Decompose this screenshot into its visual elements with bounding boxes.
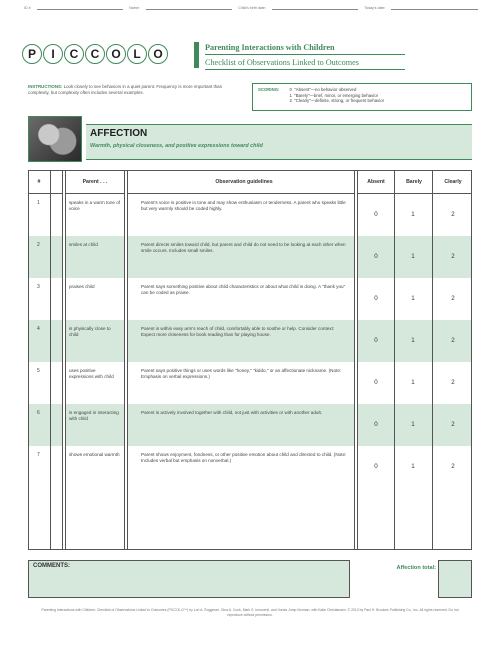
logo-letter: P bbox=[22, 44, 42, 64]
scoring-label: SCORING: bbox=[258, 87, 280, 92]
header-parent: Parent . . . bbox=[82, 179, 108, 185]
observation-guideline: Parent's voice is positive in tone and may show enthusiasm or tenderness. A parent who speaks little but very warmly should be coded highly. bbox=[141, 200, 346, 212]
score-barely[interactable]: 1 bbox=[411, 337, 415, 344]
score-absent[interactable]: 0 bbox=[374, 379, 378, 386]
name-field-label: Name: bbox=[129, 6, 140, 10]
score-clearly[interactable]: 2 bbox=[451, 295, 455, 302]
parent-behavior: shows emotional warmth bbox=[69, 452, 120, 457]
score-barely[interactable]: 1 bbox=[411, 421, 415, 428]
affection-total-box[interactable] bbox=[438, 560, 472, 598]
score-absent[interactable]: 0 bbox=[374, 295, 378, 302]
copyright-footer: Parenting Interactions with Children: Checklist of Observations Linked to Outcomes (PICCOLO™) by Lori A. Roggman, Gina A. Cook, Mark S. Innocenti, and Vonda Jump Norman, with Katie Christiansen. © 2013 by Paul H. Brookes Publishing Co., Inc. All rights reserved. Do not reproduce without permission. bbox=[41, 608, 459, 617]
observation-guideline: Parent directs smiles toward child, but parent and child do not need to be looking at each other when smile occurs. Includes small smiles. bbox=[141, 242, 346, 254]
score-barely[interactable]: 1 bbox=[411, 379, 415, 386]
observation-table bbox=[28, 170, 472, 550]
id-field-label: ID # bbox=[24, 6, 31, 10]
score-clearly[interactable]: 2 bbox=[451, 379, 455, 386]
header-absent: Absent bbox=[367, 179, 385, 185]
parent-behavior: is physically close to child bbox=[69, 326, 111, 338]
parent-behavior: is engaged in interacting with child bbox=[69, 410, 119, 422]
comments-box[interactable] bbox=[28, 560, 350, 598]
row-number: 7 bbox=[37, 452, 40, 458]
score-clearly[interactable]: 2 bbox=[451, 253, 455, 260]
row-number: 3 bbox=[37, 284, 40, 290]
logo-letter: O bbox=[106, 44, 126, 64]
instructions-block bbox=[28, 84, 238, 96]
table-border bbox=[28, 170, 472, 550]
instructions-text: Look closely to see behaviors in a quiet parent. Frequency is more important than complexity, but complexity often includes several examples. bbox=[28, 84, 223, 95]
scoring-item: 2 "Clearly"—definite, strong, or frequent behavior bbox=[289, 98, 385, 104]
subtitle-rule bbox=[205, 69, 405, 70]
header-barely: Barely bbox=[406, 179, 422, 185]
section-subtitle: Warmth, physical closeness, and positive expressions toward child bbox=[90, 143, 263, 149]
header-num: # bbox=[37, 179, 41, 185]
score-barely[interactable]: 1 bbox=[411, 295, 415, 302]
scoring-items bbox=[290, 87, 385, 107]
score-clearly[interactable]: 2 bbox=[451, 463, 455, 470]
row-number: 5 bbox=[37, 368, 40, 374]
score-absent[interactable]: 0 bbox=[374, 337, 378, 344]
section-title: AFFECTION bbox=[90, 128, 148, 139]
document-title: Parenting Interactions with Children bbox=[205, 43, 335, 52]
comments-label: COMMENTS: bbox=[33, 563, 70, 569]
score-absent[interactable]: 0 bbox=[374, 463, 378, 470]
logo-letter: C bbox=[64, 44, 84, 64]
score-barely[interactable]: 1 bbox=[411, 211, 415, 218]
title-accent-bar bbox=[194, 42, 199, 68]
observation-guideline: Parent shows enjoyment, fondness, or other positive emotion about child and directed to child. (Note: Includes verbal but emphasis on nonverbal.) bbox=[141, 452, 347, 464]
piccolo-logo bbox=[22, 44, 168, 64]
birthdate-field-blank[interactable] bbox=[272, 6, 359, 10]
observation-guideline: Parent says positive things or uses words like "honey," "kiddo," or an affectionate nickname. (Note: Emphasis on verbal expressions.) bbox=[141, 368, 342, 380]
logo-letter: O bbox=[148, 44, 168, 64]
score-barely[interactable]: 1 bbox=[411, 253, 415, 260]
observation-guideline: Parent is actively involved together with child, not just with activities or with another adult. bbox=[141, 410, 323, 415]
header-clearly: Clearly bbox=[444, 179, 462, 185]
logo-letter: L bbox=[127, 44, 147, 64]
row-number: 1 bbox=[37, 200, 40, 206]
score-absent[interactable]: 0 bbox=[374, 211, 378, 218]
score-clearly[interactable]: 2 bbox=[451, 337, 455, 344]
id-field-blank[interactable] bbox=[37, 6, 124, 10]
today-field-label: Today's date: bbox=[364, 6, 386, 10]
score-absent[interactable]: 0 bbox=[374, 421, 378, 428]
scoring-legend bbox=[252, 83, 472, 111]
observation-guideline: Parent is within easy arm's reach of child, comfortably able to soothe or help. Consider context: Expect more closeness for book reading than for playing house. bbox=[141, 326, 335, 338]
title-rule bbox=[205, 54, 405, 55]
score-clearly[interactable]: 2 bbox=[451, 211, 455, 218]
row-number: 4 bbox=[37, 326, 40, 332]
scoring-item: 1 "Barely"—brief, minor, or emerging behavior bbox=[289, 92, 379, 98]
top-info-line bbox=[24, 6, 478, 10]
parent-behavior: uses positive expressions with child bbox=[69, 368, 114, 380]
row-number: 2 bbox=[37, 242, 40, 248]
score-clearly[interactable]: 2 bbox=[451, 421, 455, 428]
row-number: 6 bbox=[37, 410, 40, 416]
observation-guideline: Parent says something positive about child characteristics or about what child is doing. A "thank you" can be coded as praise. bbox=[141, 284, 346, 296]
document-subtitle: Checklist of Observations Linked to Outcomes bbox=[205, 58, 359, 67]
logo-letter: I bbox=[43, 44, 63, 64]
header-guidelines: Observation guidelines bbox=[215, 179, 273, 185]
logo-letter: C bbox=[85, 44, 105, 64]
instructions-label: INSTRUCTIONS: bbox=[28, 84, 63, 89]
score-barely[interactable]: 1 bbox=[411, 463, 415, 470]
today-field-blank[interactable] bbox=[391, 6, 478, 10]
score-absent[interactable]: 0 bbox=[374, 253, 378, 260]
parent-child-photo bbox=[28, 116, 82, 162]
scoring-item: 0 "Absent"—no behavior observed bbox=[289, 87, 357, 92]
name-field-blank[interactable] bbox=[146, 6, 233, 10]
parent-behavior: praises child bbox=[69, 284, 95, 289]
affection-total-label: Affection total: bbox=[396, 565, 436, 571]
parent-behavior: smiles at child bbox=[69, 242, 98, 247]
parent-behavior: speaks in a warm tone of voice bbox=[69, 200, 121, 212]
birthdate-field-label: Child's birth date: bbox=[238, 6, 266, 10]
